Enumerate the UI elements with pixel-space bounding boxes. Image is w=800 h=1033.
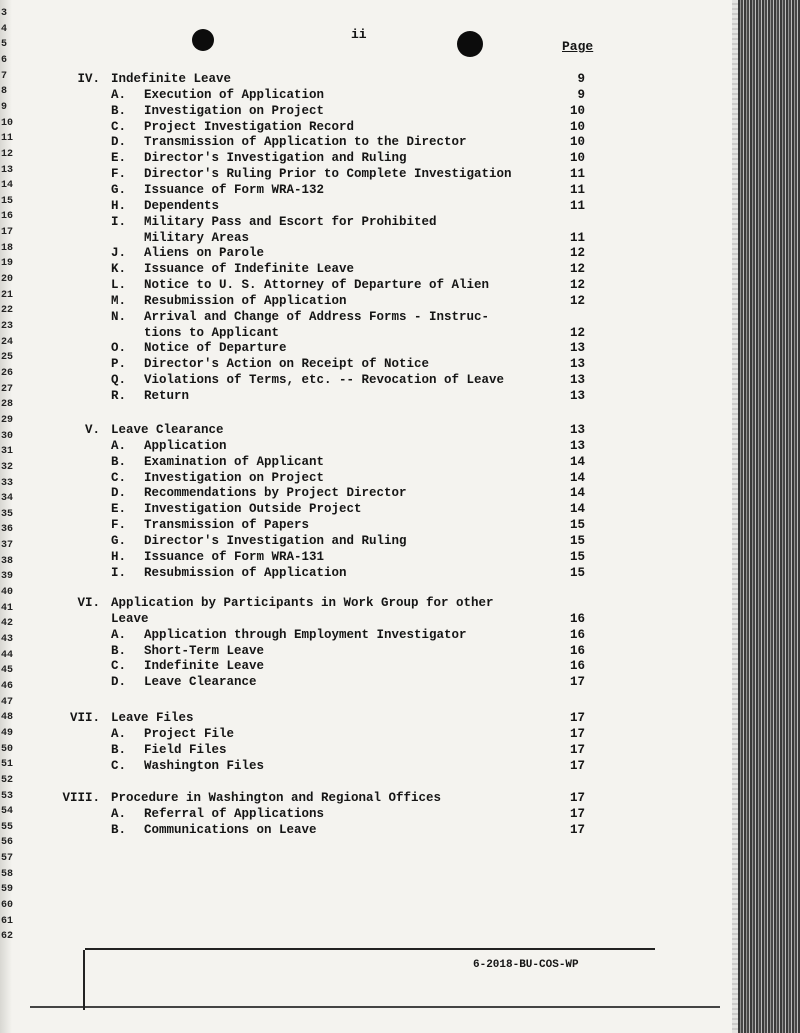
entry-title: Execution of Application xyxy=(144,87,325,102)
entry-letter: K. xyxy=(111,262,127,277)
entry-title: Transmission of Application to the Director xyxy=(144,135,467,150)
entry-page-number: 11 xyxy=(569,167,585,182)
entry-letter: B. xyxy=(111,742,127,757)
entry-page-number: 15 xyxy=(569,565,585,580)
entry-title: Leave Clearance xyxy=(144,675,257,690)
entry-page-number: 13 xyxy=(569,357,585,372)
section-title-continued: Leave xyxy=(111,611,149,626)
entry-letter: D. xyxy=(111,486,127,501)
entry-letter: G. xyxy=(111,182,127,197)
entry-letter: F. xyxy=(111,518,127,533)
footer-bracket xyxy=(83,950,85,1010)
entry-title: Dependents xyxy=(144,198,220,213)
entry-title: Indefinite Leave xyxy=(144,659,265,674)
gutter-line-number: 39 xyxy=(1,571,14,583)
entry-page-number: 10 xyxy=(569,135,585,150)
gutter-line-number: 57 xyxy=(1,853,14,865)
entry-title: Examination of Applicant xyxy=(144,454,325,469)
entry-title: Issuance of Indefinite Leave xyxy=(144,262,355,277)
footer-rule xyxy=(85,948,655,950)
entry-letter: P. xyxy=(111,357,127,372)
gutter-line-number: 32 xyxy=(1,461,14,473)
entry-letter: N. xyxy=(111,309,127,324)
entry-title: Issuance of Form WRA-132 xyxy=(144,182,325,197)
entry-page-number: 15 xyxy=(569,533,585,548)
gutter-line-number: 59 xyxy=(1,884,14,896)
gutter-line-number: 49 xyxy=(1,727,14,739)
gutter-line-number: 34 xyxy=(1,493,14,505)
gutter-line-number: 60 xyxy=(1,900,14,912)
section-page-number: 16 xyxy=(569,611,585,626)
entry-title: Communications on Leave xyxy=(144,822,317,837)
section-page-number: 17 xyxy=(569,791,585,805)
entry-letter: D. xyxy=(111,675,127,690)
entry-page-number: 12 xyxy=(569,293,585,308)
gutter-line-number: 48 xyxy=(1,712,14,724)
entry-letter: C. xyxy=(111,119,127,134)
entry-title: Director's Investigation and Ruling xyxy=(144,533,407,548)
section-numeral: V. xyxy=(84,423,100,437)
entry-page-number: 10 xyxy=(569,103,585,118)
entry-page-number: 15 xyxy=(569,518,585,533)
gutter-line-number: 53 xyxy=(1,790,14,802)
entry-page-number: 14 xyxy=(569,486,585,501)
entry-title-continued: Military Areas xyxy=(144,230,250,245)
entry-page-number: 10 xyxy=(569,151,585,166)
gutter-line-number: 3 xyxy=(1,8,8,19)
section-numeral: IV. xyxy=(77,72,100,86)
entry-page-number: 14 xyxy=(569,502,585,517)
section-title: Procedure in Washington and Regional Offices xyxy=(111,791,442,805)
entry-letter: A. xyxy=(111,627,127,642)
page-column-label: Page xyxy=(562,39,594,54)
entry-page-number: 12 xyxy=(569,262,585,277)
gutter-line-number: 8 xyxy=(1,86,8,98)
section-title: Indefinite Leave xyxy=(111,72,232,86)
entry-letter: Q. xyxy=(111,373,127,388)
entry-page-number: 12 xyxy=(569,278,585,293)
entry-title: Military Pass and Escort for Prohibited xyxy=(144,214,437,229)
entry-page-number: 16 xyxy=(569,643,585,658)
entry-title: Investigation on Project xyxy=(144,470,325,485)
entry-letter: L. xyxy=(111,278,127,293)
gutter-line-number: 5 xyxy=(1,39,8,51)
gutter-line-number: 62 xyxy=(1,931,14,943)
entry-letter: C. xyxy=(111,758,127,773)
entry-page-number: 13 xyxy=(569,438,585,453)
section-page-number: 17 xyxy=(569,711,585,725)
gutter-line-number: 22 xyxy=(1,305,14,317)
section-numeral: VII. xyxy=(69,711,100,725)
entry-page-number: 9 xyxy=(577,87,585,102)
entry-letter: I. xyxy=(111,565,127,580)
entry-letter: D. xyxy=(111,135,127,150)
entry-letter: B. xyxy=(111,822,127,837)
entry-title: Aliens on Parole xyxy=(144,246,265,261)
gutter-line-number: 40 xyxy=(1,587,14,599)
gutter-line-number: 29 xyxy=(1,414,14,426)
gutter-line-number: 11 xyxy=(1,133,14,145)
entry-title: Recommendations by Project Director xyxy=(144,486,407,501)
gutter-line-number: 21 xyxy=(1,289,14,301)
gutter-line-number: 31 xyxy=(1,446,14,458)
entry-title: Director's Action on Receipt of Notice xyxy=(144,357,430,372)
document-code: 6-2018-BU-COS-WP xyxy=(473,959,579,971)
entry-page-number: 15 xyxy=(569,549,585,564)
gutter-line-number: 7 xyxy=(1,70,8,82)
entry-page-number: 17 xyxy=(569,675,585,690)
entry-page-number: 16 xyxy=(569,627,585,642)
entry-letter: A. xyxy=(111,87,127,102)
entry-page-number: 11 xyxy=(569,230,585,245)
entry-title: Referral of Applications xyxy=(144,806,325,821)
gutter-line-number: 12 xyxy=(1,148,14,160)
page-binding-edge xyxy=(738,0,800,1033)
entry-letter: H. xyxy=(111,198,127,213)
gutter-line-number: 28 xyxy=(1,399,14,411)
entry-title: Field Files xyxy=(144,742,227,757)
entry-title: Resubmission of Application xyxy=(144,565,347,580)
entry-letter: H. xyxy=(111,549,127,564)
gutter-line-number: 58 xyxy=(1,868,14,880)
section-numeral: VI. xyxy=(77,596,100,610)
entry-letter: R. xyxy=(111,389,127,403)
entry-letter: A. xyxy=(111,806,127,821)
entry-title: Issuance of Form WRA-131 xyxy=(144,549,325,564)
gutter-line-number: 42 xyxy=(1,618,14,630)
entry-letter: M. xyxy=(111,293,127,308)
entry-letter: A. xyxy=(111,438,127,453)
gutter-line-number: 4 xyxy=(1,23,8,35)
section-page-number: 13 xyxy=(569,423,585,437)
gutter-line-number: 37 xyxy=(1,540,14,552)
entry-page-number: 17 xyxy=(569,726,585,741)
gutter-line-number: 36 xyxy=(1,524,14,536)
entry-letter: C. xyxy=(111,659,127,674)
gutter-line-number: 46 xyxy=(1,680,14,692)
gutter-line-number: 9 xyxy=(1,101,8,113)
gutter-line-number: 14 xyxy=(1,180,14,192)
entry-title: Transmission of Papers xyxy=(144,518,310,533)
gutter-line-number: 56 xyxy=(1,837,14,849)
gutter-line-number: 18 xyxy=(1,242,14,254)
gutter-line-number: 25 xyxy=(1,352,14,364)
entry-letter: F. xyxy=(111,167,127,182)
entry-title: Resubmission of Application xyxy=(144,293,347,308)
entry-title: Investigation Outside Project xyxy=(144,502,362,517)
entry-letter: E. xyxy=(111,502,127,517)
gutter-line-number: 24 xyxy=(1,336,14,348)
gutter-line-number: 30 xyxy=(1,430,14,442)
entry-letter: G. xyxy=(111,533,127,548)
gutter-line-number: 15 xyxy=(1,195,14,207)
entry-page-number: 11 xyxy=(569,182,585,197)
entry-page-number: 17 xyxy=(569,806,585,821)
gutter-line-number: 43 xyxy=(1,634,14,645)
gutter-line-number: 47 xyxy=(1,696,14,708)
gutter-line-number: 13 xyxy=(1,164,14,176)
entry-letter: B. xyxy=(111,643,127,658)
gutter-line-number: 35 xyxy=(1,508,14,520)
entry-letter: J. xyxy=(111,246,127,261)
bottom-scan-line xyxy=(30,1006,720,1008)
entry-title: Project File xyxy=(144,726,235,741)
punch-hole-right xyxy=(457,31,483,57)
entry-letter: I. xyxy=(111,214,127,229)
gutter-line-number: 26 xyxy=(1,367,14,379)
entry-page-number: 17 xyxy=(569,758,585,773)
gutter-line-number: 41 xyxy=(1,602,14,614)
entry-title: Notice of Departure xyxy=(144,341,287,356)
gutter-line-number: 54 xyxy=(1,806,14,818)
entry-letter: E. xyxy=(111,151,127,166)
gutter-line-number: 19 xyxy=(1,258,14,270)
entry-title: Investigation on Project xyxy=(144,103,325,118)
gutter-line-number: 33 xyxy=(1,477,14,489)
entry-page-number: 13 xyxy=(569,389,585,403)
entry-page-number: 11 xyxy=(569,198,585,213)
entry-page-number: 14 xyxy=(569,470,585,485)
entry-page-number: 14 xyxy=(569,454,585,469)
gutter-line-number: 6 xyxy=(1,54,8,66)
entry-letter: O. xyxy=(111,341,127,356)
entry-title: Notice to U. S. Attorney of Departure of Alien xyxy=(144,278,490,293)
gutter-line-number: 52 xyxy=(1,774,14,786)
entry-page-number: 16 xyxy=(569,659,585,674)
entry-title: Return xyxy=(144,389,190,403)
entry-title: Washington Files xyxy=(144,758,265,773)
gutter-line-number: 50 xyxy=(1,743,14,755)
entry-letter: B. xyxy=(111,454,127,469)
gutter-line-number: 17 xyxy=(1,227,14,239)
punch-hole-left xyxy=(192,29,214,51)
entry-title: Short-Term Leave xyxy=(144,643,265,658)
entry-title: Application through Employment Investigator xyxy=(144,627,467,642)
section-page-number: 9 xyxy=(577,72,585,86)
entry-title: Director's Ruling Prior to Complete Investigation xyxy=(144,167,512,182)
entry-title: Arrival and Change of Address Forms - Instruc- xyxy=(144,309,490,324)
entry-letter: A. xyxy=(111,726,127,741)
gutter-line-number: 16 xyxy=(1,211,14,223)
section-numeral: VIII. xyxy=(62,791,100,805)
entry-page-number: 13 xyxy=(569,341,585,356)
entry-letter: C. xyxy=(111,470,127,485)
entry-title: Director's Investigation and Ruling xyxy=(144,151,407,166)
entry-page-number: 17 xyxy=(569,742,585,757)
gutter-line-number: 20 xyxy=(1,274,14,286)
gutter-line-number: 38 xyxy=(1,555,14,567)
entry-title: Application xyxy=(144,438,227,453)
section-title: Leave Clearance xyxy=(111,423,224,437)
entry-page-number: 10 xyxy=(569,119,585,134)
section-title: Leave Files xyxy=(111,711,194,725)
entry-page-number: 17 xyxy=(569,822,585,837)
section-title: Application by Participants in Work Group for other xyxy=(111,596,494,610)
entry-title: Violations of Terms, etc. -- Revocation of Leave xyxy=(144,373,505,388)
entry-page-number: 13 xyxy=(569,373,585,388)
entry-page-number: 12 xyxy=(569,246,585,261)
gutter-line-number: 10 xyxy=(1,117,14,129)
entry-letter: B. xyxy=(111,103,127,118)
gutter-line-number: 44 xyxy=(1,649,14,661)
gutter-line-number: 51 xyxy=(1,759,14,771)
entry-title: Project Investigation Record xyxy=(144,119,355,134)
gutter-line-number: 45 xyxy=(1,665,14,677)
entry-page-number: 12 xyxy=(569,325,585,340)
gutter-line-number: 23 xyxy=(1,321,14,332)
gutter-line-number: 61 xyxy=(1,915,14,927)
page-marker: ii xyxy=(351,27,367,42)
gutter-line-number: 27 xyxy=(1,383,14,395)
entry-title-continued: tions to Applicant xyxy=(144,325,280,340)
gutter-line-number: 55 xyxy=(1,821,14,833)
